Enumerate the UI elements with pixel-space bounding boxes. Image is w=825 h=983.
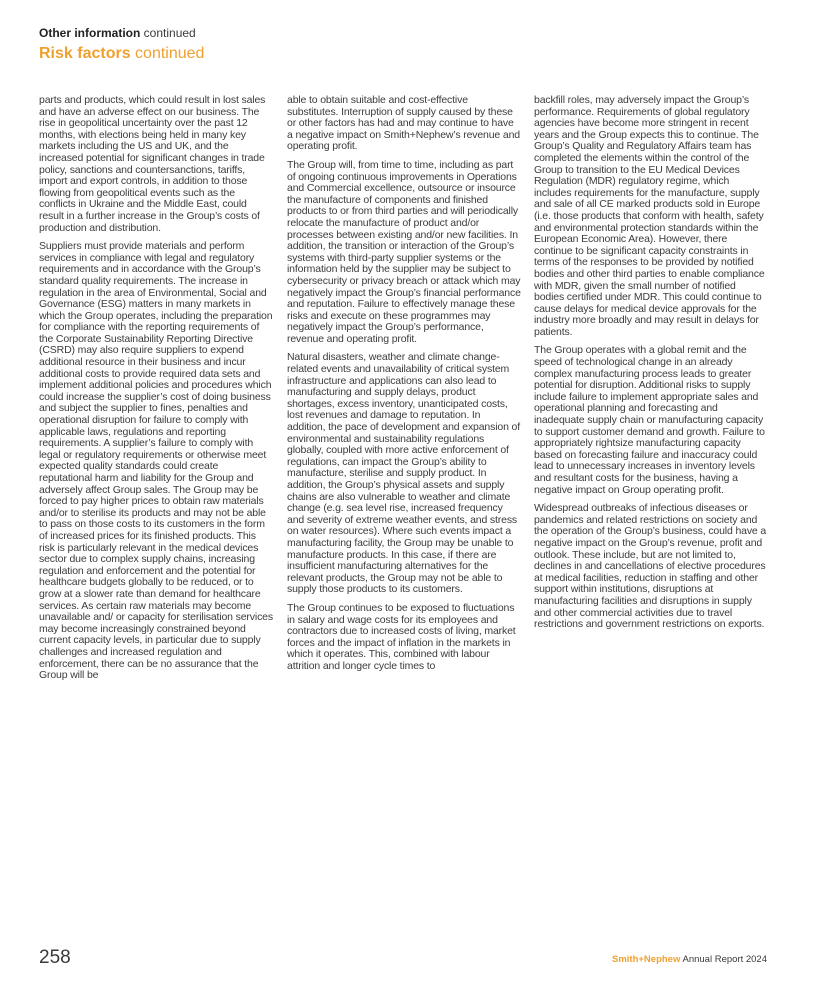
page-title (39, 45, 204, 63)
paragraph: Suppliers must provide materials and perform services in compliance with legal and regulatory requirements and in accordance with the Group’s standard quality requirements. The increase in regulation in the area of Environmental, Social and Governance (ESG) matters in many markets in which the Group operates, including the preparation for compliance with the reporting requirements of the Corporate Sustainability Reporting Directive (CSRD) may also require suppliers to expend additional resource in their business and incur additional costs to provide required data sets and implement additional policies and procedures which could increase the supplier’s cost of doing business and subject the supplier to fines, penalties and operational disruption for failure to comply with applicable laws, regulations and reporting requirements. A supplier’s failure to comply with legal or regulatory requirements or otherwise meet expected quality standards could create reputational harm and liability for the Group and adversely affect Group sales. The Group may be forced to pay higher prices to obtain raw materials and/or to sterilise its products and may not be able to pass on those costs to its customers in the form of increased prices for its finished products. This risk is particularly relevant in the medical devices sector due to complex supply chains, increasing regulation and enforcement and the potential for healthcare budgets globally to be reduced, or to grow at a slower rate than demand for healthcare services. As certain raw materials may become unavailable and/ or capacity for sterilisation services may become increasingly constrained beyond current capacity levels, in particular due to supply challenges and increased regulation and enforcement, there can be no assurance that the Group will be (39, 240, 273, 682)
paragraph: backfill roles, may adversely impact the Group’s performance. Requirements of global regulatory agencies have become more stringent in recent years and the Group expects this to continue. The Group’s Quality and Regulatory Affairs team has completed the elements within the control of the Group to transition to the EU Medical Devices Regulation (MDR) regulatory regime, which includes requirements for the manufacture, supply and sale of all CE marked products sold in Europe (i.e. those products that conform with health, safety and environmental protection standards within the European Economic Area). However, there continue to be significant capacity constraints in terms of the responses to be provided by notified bodies and other third parties to enable compliance with MDR, given the small number of notified bodies certified under MDR. This could continue to cause delays for medical device approvals for the industry more broadly and may result in delays for patients. (534, 94, 765, 338)
text-column-1 (39, 95, 273, 689)
title-continued: continued (130, 45, 205, 62)
paragraph: Natural disasters, weather and climate change-related events and unavailability of critical system infrastructure and applications can also lead to manufacturing and supply delays, product shortages, excess inventory, unanticipated costs, lost revenues and damage to reputation. In addition, the pace of development and expansion of environmental and sustainability regulations globally, coupled with more active enforcement of regulations, can impact the Group’s ability to manufacture, sterilise and supply product. In addition, the Group’s physical assets and supply chains are also vulnerable to weather and climate change (e.g. sea level rise, increased frequency and severity of extreme weather events, and stress on water resources). Where such events impact a manufacturing facility, the Group may be unable to manufacture products. In this case, if there are insufficient manufacturing alternatives for the relevant products, the Group may not be able to supply those products to its customers. (287, 351, 521, 596)
text-column-2 (287, 95, 521, 680)
report-name: Annual Report 2024 (680, 954, 767, 965)
title-text: Risk factors (39, 45, 131, 62)
paragraph: The Group will, from time to time, including as part of ongoing continuous improvements in Operations and Commercial excellence, outsource or insource the manufacture of components and finished products to or from third parties and will periodically relocate the manufacture of product and/or processes between existing and/or new facilities. In addition, the transition or interaction of the Group’s systems with third-party supplier systems or the information held by the supplier may be subject to cybersecurity or privacy breach or attack which may negatively impact the Group’s financial performance and reputation. Failure to effectively manage these risks and execute on these programmes may negatively impact the Group’s performance, revenue and operating profit. (287, 158, 521, 345)
section-name: Other information (39, 26, 141, 40)
paragraph: able to obtain suitable and cost-effective substitutes. Interruption of supply caused by these or other factors has had and may continue to have a negative impact on Smith+Nephew’s revenue and operating profit. (287, 94, 520, 153)
paragraph: The Group operates with a global remit and the speed of technological change in an already complex manufacturing process leads to greater potential for disruption. Additional risks to supply include failure to implement appropriate sales and operational planning and forecasting and inadequate supply chain or manufacturing capacity to support customer demand and growth. Failure to appropriately rightsize manufacturing capacity based on forecasting failure and inaccuracy could lead to unnecessary increases in inventory levels and resultant costs for the business, having a negative impact on Group operating profit. (534, 344, 765, 496)
paragraph: The Group continues to be exposed to fluctuations in salary and wage costs for its employees and contractors due to increased costs of living, market forces and the impact of inflation in the markets in which it operates. This, combined with labour attrition and longer cycle times to (287, 601, 516, 672)
page-number: 258 (39, 947, 71, 968)
section-continued: continued (140, 26, 196, 40)
paragraph: parts and products, which could result in lost sales and have an adverse effect on our business. The rise in geopolitical uncertainty over the past 12 months, with elections being held in many key markets including the US and UK, and the increased potential for significant changes in trade policy, sanctions and countersanctions, tariffs, import and export controls, in addition to those flowing from geopolitical events such as the conflicts in Ukraine and the Middle East, could result in a further increase in the Group’s costs of production and distribution. (39, 94, 266, 234)
paragraph: Widespread outbreaks of infectious diseases or pandemics and related restrictions on society and the operation of the Group’s business, could have a negative impact on the Group’s revenue, profit and outlook. These include, but are not limited to, declines in and cancellations of elective procedures at medical facilities, reduction in staffing and other support within institutions, disruptions at manufacturing facilities and disruptions in supply and other commercial activities due to travel restrictions and government restrictions on exports. (534, 502, 767, 631)
brand-name: Smith+Nephew (612, 954, 681, 965)
section-header (39, 26, 196, 40)
text-column-3 (534, 95, 768, 638)
report-footer (612, 954, 767, 965)
